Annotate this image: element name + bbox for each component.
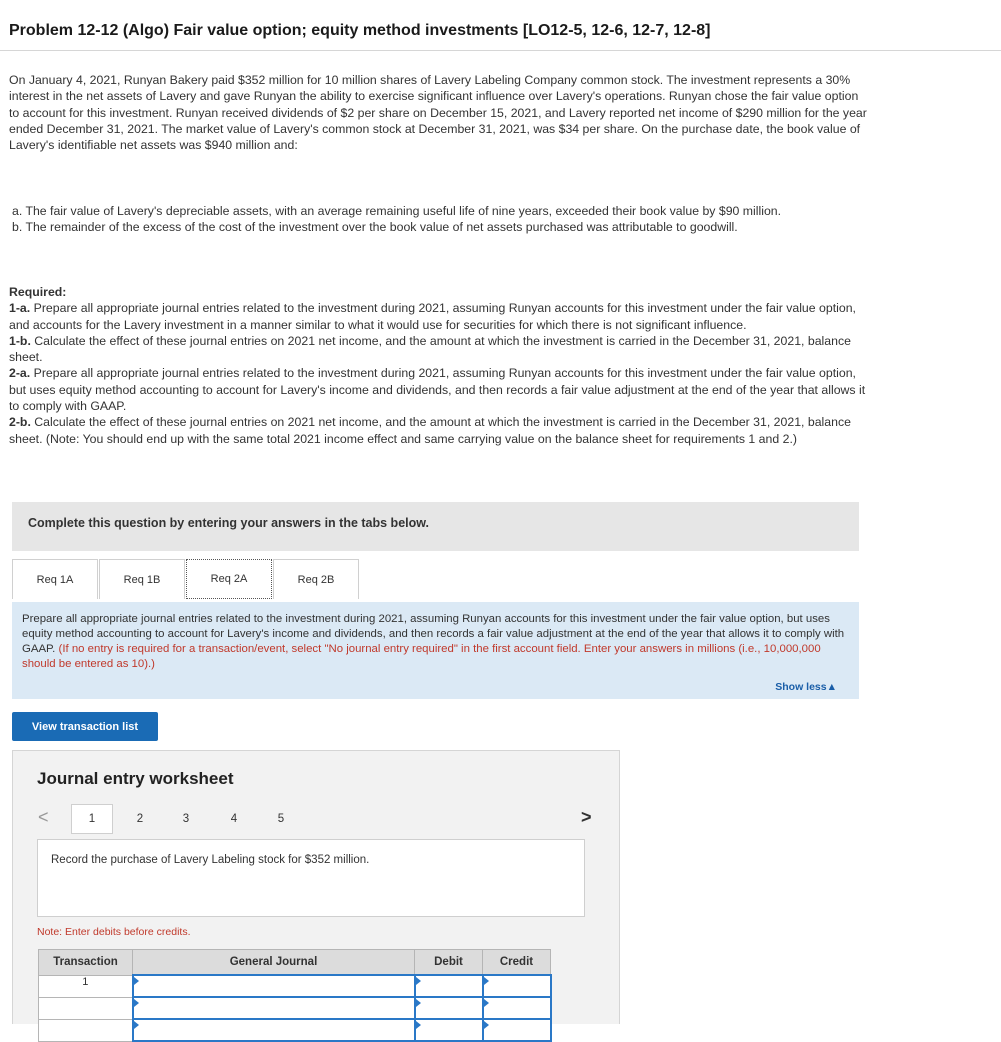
intro-text: On January 4, 2021, Runyan Bakery paid $352 million for 10 million shares of Lavery Labeling Company common stock. The investment represents a 30% interest in the net assets of Lavery and gave Runyan the ability to exercise significant influence over Lavery's operations. Runyan chose the fair value option to account for this investment. Runyan received dividends of $2 per share on December 15, 2021, and Lavery reported net income of $290 million for the year ended December 31, 2021. The market value of Lavery's common stock at December 31, 2021, was $34 per share. On the purchase date, the book value of Lavery's identifiable net assets was $940 million and: [9, 73, 867, 153]
instructions-note: (If no entry is required for a transaction/event, select "No journal entry required" in the first account field. Enter your answers in millions (i.e., 10,000,000 should be entered as 10).) [22, 643, 821, 670]
column-header-credit: Credit [483, 950, 551, 976]
complete-banner [12, 502, 859, 551]
page-5-button[interactable]: 5 [277, 813, 285, 825]
req-label: 1-a. [9, 301, 31, 316]
transaction-description: Record the purchase of Lavery Labeling stock for $352 million. [37, 839, 585, 917]
req-text: Calculate the effect of these journal entries on 2021 net income, and the amount at which the investment is carried in the December 31, 2021, balance sheet. (Note: You should end up with the same total 2021 income effect and same carrying value on the balance sheet for requirements 1 and 2.) [9, 415, 851, 446]
dropdown-marker-icon [416, 999, 421, 1007]
next-arrow-icon[interactable]: > [581, 807, 592, 827]
debit-input[interactable] [415, 975, 483, 997]
account-input[interactable] [133, 975, 415, 997]
req-text: Calculate the effect of these journal entries on 2021 net income, and the amount at which the investment is carried in the December 31, 2021, balance sheet. [9, 333, 851, 365]
req-label: 1-b. [9, 333, 31, 348]
dropdown-marker-icon [484, 977, 489, 985]
tab-req-1b[interactable]: Req 1B [99, 559, 185, 599]
credit-input[interactable] [483, 1019, 551, 1041]
required-section [9, 284, 875, 447]
required-item-1b [9, 333, 875, 366]
table-row [39, 975, 551, 997]
page-2-button[interactable]: 2 [136, 813, 144, 825]
transaction-cell [39, 1019, 133, 1041]
req-label: 2-b. [9, 415, 31, 430]
debit-credit-note: Note: Enter debits before credits. [37, 926, 191, 938]
list-item: a. The fair value of Lavery's depreciable assets, with an average remaining useful life of nine years, exceeded their book value by $90 million. [12, 204, 782, 218]
column-header-debit: Debit [415, 950, 483, 976]
list-item: b. The remainder of the excess of the cost of the investment over the book value of net assets purchased was attributable to goodwill. [12, 220, 738, 235]
worksheet-title: Journal entry worksheet [37, 769, 234, 788]
transaction-cell [39, 997, 133, 1019]
problem-title: Problem 12-12 (Algo) Fair value option; equity method investments [LO12-5, 12-6, 12-7, 12-8] [9, 22, 711, 39]
page-3-button[interactable]: 3 [182, 813, 190, 825]
transaction-cell: 1 [39, 975, 133, 997]
show-less-link[interactable]: Show less▲ [775, 681, 837, 693]
dropdown-marker-icon [484, 1021, 489, 1029]
dropdown-marker-icon [416, 1021, 421, 1029]
journal-table [38, 949, 552, 1042]
prev-arrow-icon[interactable]: < [38, 807, 49, 827]
instructions-text: Prepare all appropriate journal entries related to the investment during 2021, assuming Runyan accounts for this investment under the fair value option, but uses equity method accounting to account for Lavery's income and dividends, and then records a fair value adjustment at the end of the year that allows it to comply with GAAP. [22, 613, 845, 655]
page-1-button[interactable]: 1 [71, 804, 113, 834]
required-item-1a [9, 300, 875, 333]
debit-input[interactable] [415, 997, 483, 1019]
req-text: Prepare all appropriate journal entries related to the investment during 2021, assuming Runyan accounts for this investment under the fair value option, and accounts for the Lavery investment in a manner similar to what it would use for securities for which there is not significant influence. [9, 301, 856, 332]
dropdown-marker-icon [416, 977, 421, 985]
req-label: 2-a. [9, 366, 31, 381]
column-header-general-journal: General Journal [133, 950, 415, 976]
title-divider [0, 50, 1001, 51]
credit-input[interactable] [483, 975, 551, 997]
required-heading: Required: [9, 285, 67, 299]
tab-req-2a[interactable]: Req 2A [186, 559, 272, 599]
view-transaction-list-button[interactable]: View transaction list [12, 712, 158, 741]
complete-banner-text: Complete this question by entering your answers in the tabs below. [28, 516, 429, 530]
tab-req-2b[interactable]: Req 2B [273, 559, 359, 599]
page-4-button[interactable]: 4 [230, 813, 238, 825]
tab-req-1a[interactable]: Req 1A [12, 559, 98, 599]
dropdown-marker-icon [134, 1021, 139, 1029]
problem-intro [9, 72, 869, 153]
journal-entry-worksheet [12, 750, 620, 1024]
dropdown-marker-icon [484, 999, 489, 1007]
req-text: Prepare all appropriate journal entries related to the investment during 2021, assuming Runyan accounts for this investment under the fair value option, but uses equity method accounting to account for Lavery's income and dividends, and then records a fair value adjustment at the end of the year that allows it to comply with GAAP. [9, 366, 866, 414]
account-input[interactable] [133, 1019, 415, 1041]
table-row [39, 997, 551, 1019]
table-row [39, 1019, 551, 1041]
credit-input[interactable] [483, 997, 551, 1019]
dropdown-marker-icon [134, 999, 139, 1007]
required-item-2b [9, 414, 875, 447]
account-input[interactable] [133, 997, 415, 1019]
debit-input[interactable] [415, 1019, 483, 1041]
fact-list [9, 203, 879, 236]
dropdown-marker-icon [134, 977, 139, 985]
instructions-panel [12, 602, 859, 699]
required-item-2a [9, 365, 875, 414]
column-header-transaction: Transaction [39, 950, 133, 976]
